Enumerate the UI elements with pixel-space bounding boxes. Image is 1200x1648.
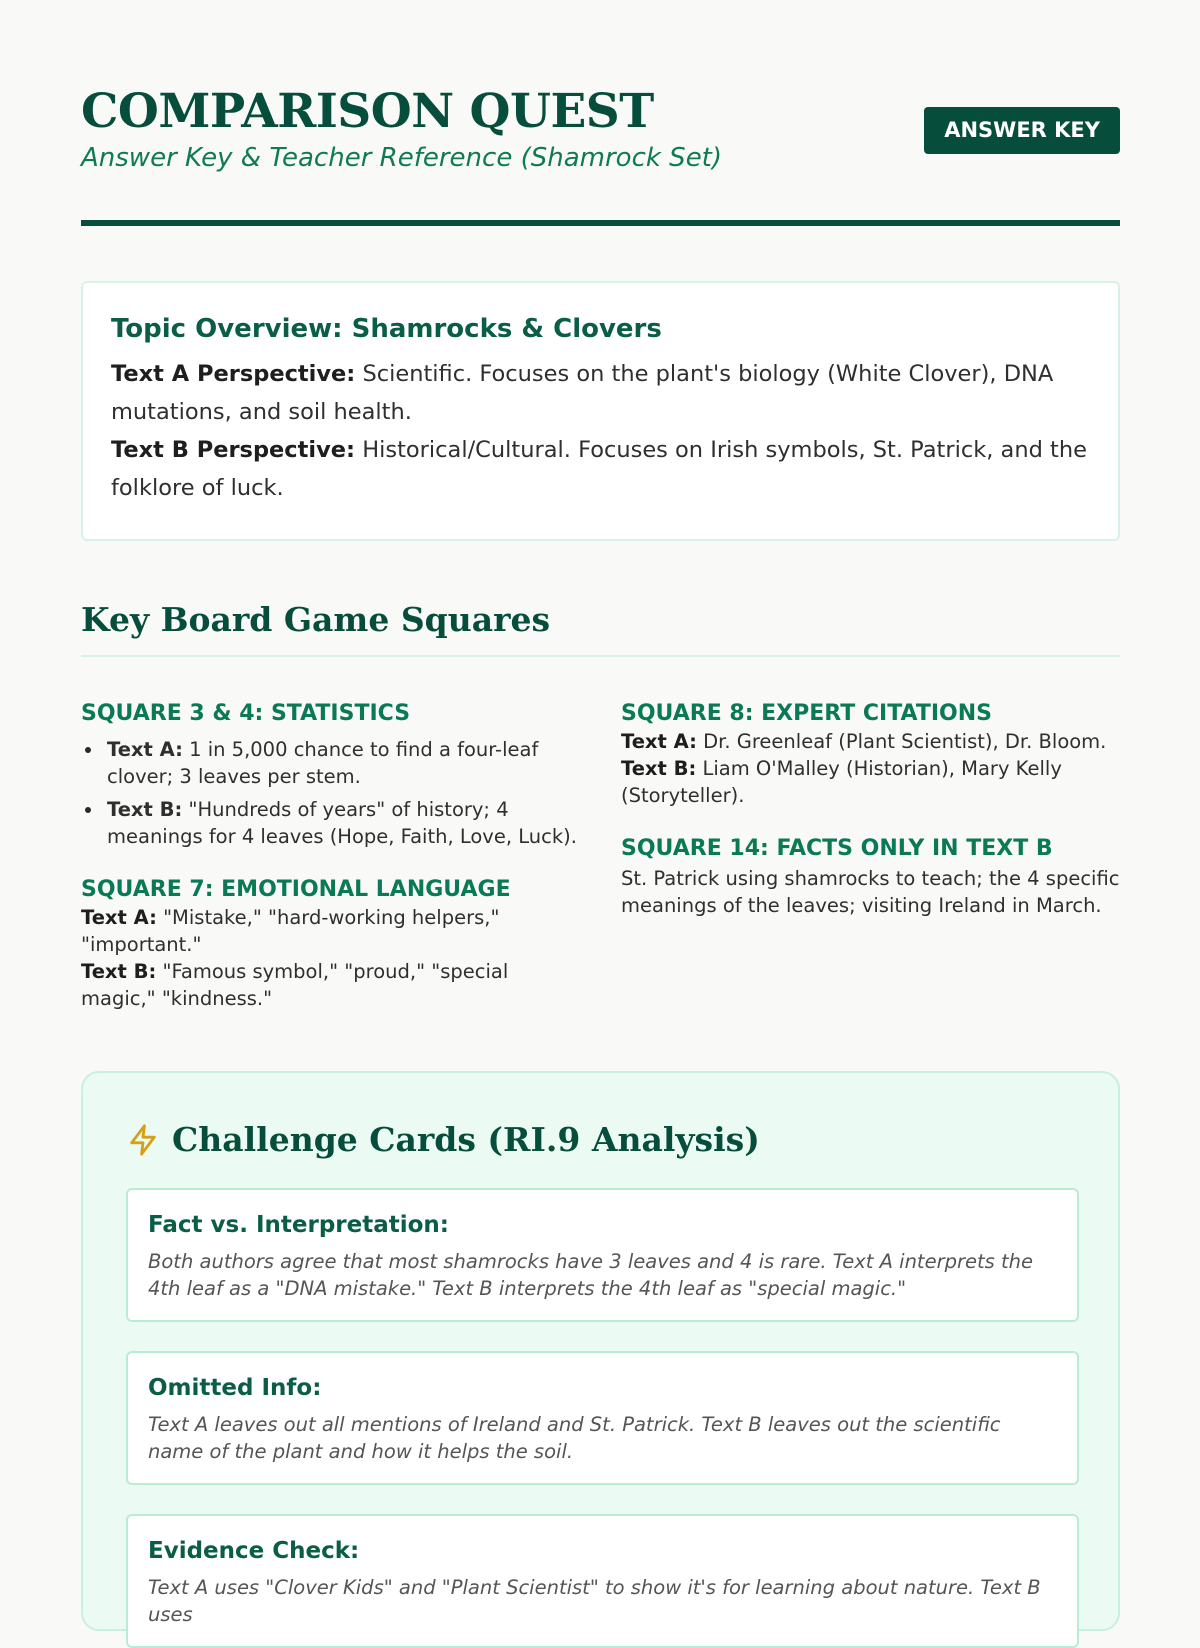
page-title: COMPARISON QUEST bbox=[81, 84, 654, 139]
challenge-title: Challenge Cards (RI.9 Analysis) bbox=[172, 1120, 760, 1159]
statistics-b-value: "Hundreds of years" of history; 4 meanings for 4 leaves (Hope, Faith, Love, Luck). bbox=[107, 798, 577, 848]
experts-text-a bbox=[621, 728, 1121, 755]
card-title: Omitted Info: bbox=[148, 1375, 322, 1401]
challenge-header bbox=[126, 1115, 760, 1165]
emotional-b-label: Text B: bbox=[81, 960, 157, 983]
text-a-perspective bbox=[111, 355, 1090, 431]
emotional-a-value: "Mistake," "hard-working helpers," "important." bbox=[81, 906, 500, 956]
board-column-left bbox=[81, 700, 581, 1012]
card-text: Both authors agree that most shamrocks have 3 leaves and 4 is rare. Text A interprets the 4th leaf as a "DNA mistake." Text B interprets the 4th leaf as "special magic." bbox=[148, 1250, 1033, 1300]
list-item bbox=[107, 736, 581, 790]
text-a-perspective-label: Text A Perspective: bbox=[111, 361, 356, 387]
challenge-card-evidence-check bbox=[126, 1514, 1079, 1648]
lightning-bolt-icon bbox=[126, 1122, 160, 1158]
card-title: Fact vs. Interpretation: bbox=[148, 1212, 449, 1238]
page-header bbox=[81, 84, 1120, 224]
text-b-perspective bbox=[111, 431, 1090, 507]
page-subtitle: Answer Key & Teacher Reference (Shamrock Set) bbox=[81, 143, 723, 173]
square-facts-b-title: SQUARE 14: FACTS ONLY IN TEXT B bbox=[621, 836, 1053, 861]
square-emotional-language bbox=[81, 876, 581, 1012]
list-item bbox=[107, 796, 581, 850]
board-section-divider bbox=[81, 655, 1120, 657]
statistics-a-value: 1 in 5,000 chance to find a four-leaf clover; 3 leaves per stem. bbox=[107, 738, 539, 788]
square-statistics-title: SQUARE 3 & 4: STATISTICS bbox=[81, 701, 411, 726]
board-column-right bbox=[621, 700, 1121, 919]
card-text: Text A uses "Clover Kids" and "Plant Scientist" to show it's for learning about nature. Text B uses bbox=[148, 1576, 1041, 1626]
challenge-card-fact-vs-interpretation bbox=[126, 1188, 1079, 1322]
answer-key-badge: ANSWER KEY bbox=[924, 107, 1120, 154]
statistics-list bbox=[81, 736, 581, 850]
experts-a-value: Dr. Greenleaf (Plant Scientist), Dr. Bloom. bbox=[696, 730, 1107, 753]
text-b-perspective-value: Historical/Cultural. Focuses on Irish symbols, St. Patrick, and the folklore of luck. bbox=[111, 437, 1087, 501]
square-emotional-title: SQUARE 7: EMOTIONAL LANGUAGE bbox=[81, 877, 511, 902]
statistics-a-label: Text A: bbox=[107, 738, 183, 761]
overview-heading: Topic Overview: Shamrocks & Clovers bbox=[111, 314, 662, 344]
card-title: Evidence Check: bbox=[148, 1538, 360, 1564]
text-b-perspective-label: Text B Perspective: bbox=[111, 437, 356, 463]
emotional-b-value: "Famous symbol," "proud," "special magic," "kindness." bbox=[81, 960, 509, 1010]
experts-b-value: Liam O'Malley (Historian), Mary Kelly (Storyteller). bbox=[621, 757, 1062, 807]
statistics-b-label: Text B: bbox=[107, 798, 183, 821]
emotional-a-label: Text A: bbox=[81, 906, 157, 929]
topic-overview-box bbox=[81, 281, 1120, 541]
challenge-card-omitted-info bbox=[126, 1351, 1079, 1485]
square-expert-citations bbox=[621, 700, 1121, 809]
experts-text-b bbox=[621, 755, 1121, 809]
experts-b-label: Text B: bbox=[621, 757, 697, 780]
square-facts-only-b bbox=[621, 835, 1121, 919]
emotional-text-a bbox=[81, 904, 581, 958]
experts-a-label: Text A: bbox=[621, 730, 697, 753]
square-experts-title: SQUARE 8: EXPERT CITATIONS bbox=[621, 701, 993, 726]
card-text: Text A leaves out all mentions of Ireland and St. Patrick. Text B leaves out the scientific name of the plant and how it helps the soil. bbox=[148, 1413, 1001, 1463]
facts-b-text: St. Patrick using shamrocks to teach; the 4 specific meanings of the leaves; visiting Ireland in March. bbox=[621, 867, 1120, 917]
text-a-perspective-value: Scientific. Focuses on the plant's biology (White Clover), DNA mutations, and soil health. bbox=[111, 361, 1054, 425]
header-divider bbox=[81, 220, 1120, 226]
emotional-text-b bbox=[81, 958, 581, 1012]
challenge-cards-panel bbox=[81, 1071, 1120, 1631]
board-section-title: Key Board Game Squares bbox=[81, 600, 551, 639]
square-statistics bbox=[81, 700, 581, 850]
